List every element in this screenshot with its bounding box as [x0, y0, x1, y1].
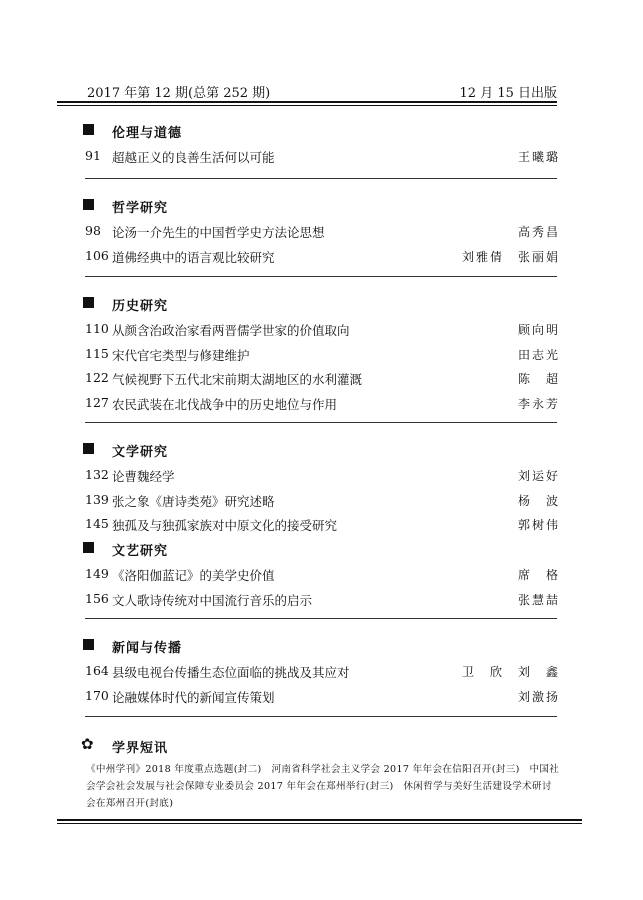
article-author: 杨 波 [517, 493, 560, 508]
page-number: 91 [85, 148, 101, 163]
section-divider [85, 422, 557, 423]
publication-date: 12 月 15 日出版 [459, 86, 557, 101]
footer-divider [57, 819, 582, 824]
toc-entry[interactable] [57, 467, 560, 492]
section-heading [57, 295, 560, 321]
article-title: 农民武装在北伐战争中的历史地位与作用 [112, 396, 338, 412]
section-journalism [57, 637, 560, 712]
section-divider [85, 178, 557, 179]
section-title: 新闻与传播 [112, 641, 183, 656]
section-title: 历史研究 [112, 299, 169, 314]
section-title: 学界短讯 [112, 741, 169, 756]
toc-entry[interactable] [57, 223, 560, 248]
toc-entry[interactable] [57, 248, 560, 273]
article-title: 气候视野下五代北宋前期太湖地区的水利灌溉 [112, 372, 363, 387]
page-number: 149 [85, 566, 109, 581]
section-divider [85, 716, 557, 717]
page-number: 156 [85, 590, 109, 606]
toc-entry[interactable] [57, 516, 560, 541]
issue-header [57, 82, 557, 102]
section-history [57, 295, 560, 419]
page-number: 170 [85, 687, 109, 703]
page-number: 98 [85, 223, 101, 238]
section-divider [85, 618, 557, 619]
section-heading [57, 737, 560, 763]
article-author: 刘激扬 [517, 689, 560, 704]
section-news-briefs [57, 737, 560, 763]
article-title: 《洛阳伽蓝记》的美学史价值 [112, 568, 275, 583]
issue-number: 2017 年第 12 期(总第 252 期) [87, 86, 271, 101]
toc-entry[interactable] [57, 566, 560, 591]
article-title: 县级电视台传播生态位面临的挑战及其应对 [112, 665, 350, 680]
toc-entry[interactable] [57, 346, 560, 371]
section-heading [57, 637, 560, 663]
toc-entry[interactable] [57, 321, 560, 346]
section-literature [57, 441, 560, 541]
section-philosophy [57, 197, 560, 272]
page-number: 115 [85, 345, 109, 361]
article-title: 道佛经典中的语言观比较研究 [112, 249, 275, 265]
black-square-icon [83, 297, 94, 308]
black-square-icon [83, 124, 94, 135]
flower-icon: ✿ [81, 735, 94, 753]
article-author: 田志光 [517, 347, 560, 362]
article-title: 超越正义的良善生活何以可能 [112, 150, 275, 165]
header-divider [57, 101, 557, 106]
article-author: 高秀昌 [517, 225, 560, 239]
article-title: 论曹魏经学 [112, 469, 175, 484]
article-author: 陈 超 [517, 372, 560, 386]
article-author: 郭树伟 [517, 518, 560, 532]
article-author: 顾向明 [517, 323, 560, 337]
page-number: 110 [85, 321, 109, 336]
section-title: 文艺研究 [112, 544, 169, 559]
article-title: 从颜含治政治家看两晋儒学世家的价值取向 [112, 323, 350, 338]
article-title: 文人歌诗传统对中国流行音乐的启示 [112, 592, 313, 608]
article-title: 张之象《唐诗类苑》研究述略 [112, 493, 275, 509]
page-number: 139 [85, 491, 109, 507]
black-square-icon [83, 542, 94, 553]
page-number: 122 [85, 370, 109, 385]
article-title: 论汤一介先生的中国哲学史方法论思想 [112, 225, 325, 240]
toc-entry[interactable] [57, 148, 560, 173]
section-title: 哲学研究 [112, 201, 169, 216]
section-arts [57, 540, 560, 615]
article-author: 王曦璐 [517, 150, 560, 164]
page-number: 145 [85, 516, 109, 531]
toc-entry[interactable] [57, 688, 560, 713]
page-number: 164 [85, 663, 109, 678]
black-square-icon [83, 639, 94, 650]
article-author: 刘运好 [517, 469, 560, 483]
section-title: 伦理与道德 [112, 126, 183, 141]
section-heading [57, 441, 560, 467]
article-author: 刘雅倩 张丽娟 [461, 249, 560, 264]
article-title: 宋代官宅类型与修建维护 [112, 347, 250, 363]
toc-entry[interactable] [57, 492, 560, 517]
section-heading [57, 197, 560, 223]
news-briefs-text: 《中州学刊》2018 年度重点选题(封二) 河南省科学社会主义学会 2017 年年会在信阳召开(封三) 中国社会学会社会发展与社会保障专业委员会 2017 年年会在郑州举行(封三) 休闲哲学与美好生活建设学术研讨会在郑州召开(封底) [86, 764, 560, 809]
toc-entry[interactable] [57, 663, 560, 688]
page-number: 132 [85, 467, 109, 482]
section-heading [57, 122, 560, 148]
page-number: 127 [85, 394, 109, 410]
toc-entry[interactable] [57, 370, 560, 395]
article-title: 独孤及与独孤家族对中原文化的接受研究 [112, 518, 338, 533]
section-heading [57, 540, 560, 566]
toc-entry[interactable] [57, 591, 560, 616]
section-ethics [57, 122, 560, 173]
article-author: 李永芳 [517, 396, 560, 411]
toc-entry[interactable] [57, 395, 560, 420]
article-author: 张慧喆 [517, 592, 560, 607]
page-number: 106 [85, 247, 109, 263]
article-title: 论融媒体时代的新闻宣传策划 [112, 689, 275, 705]
black-square-icon [83, 443, 94, 454]
article-author: 席 格 [517, 568, 560, 582]
section-divider [85, 276, 557, 277]
article-author: 卫 欣 刘 鑫 [461, 665, 560, 679]
section-title: 文学研究 [112, 445, 169, 460]
black-square-icon [83, 199, 94, 210]
